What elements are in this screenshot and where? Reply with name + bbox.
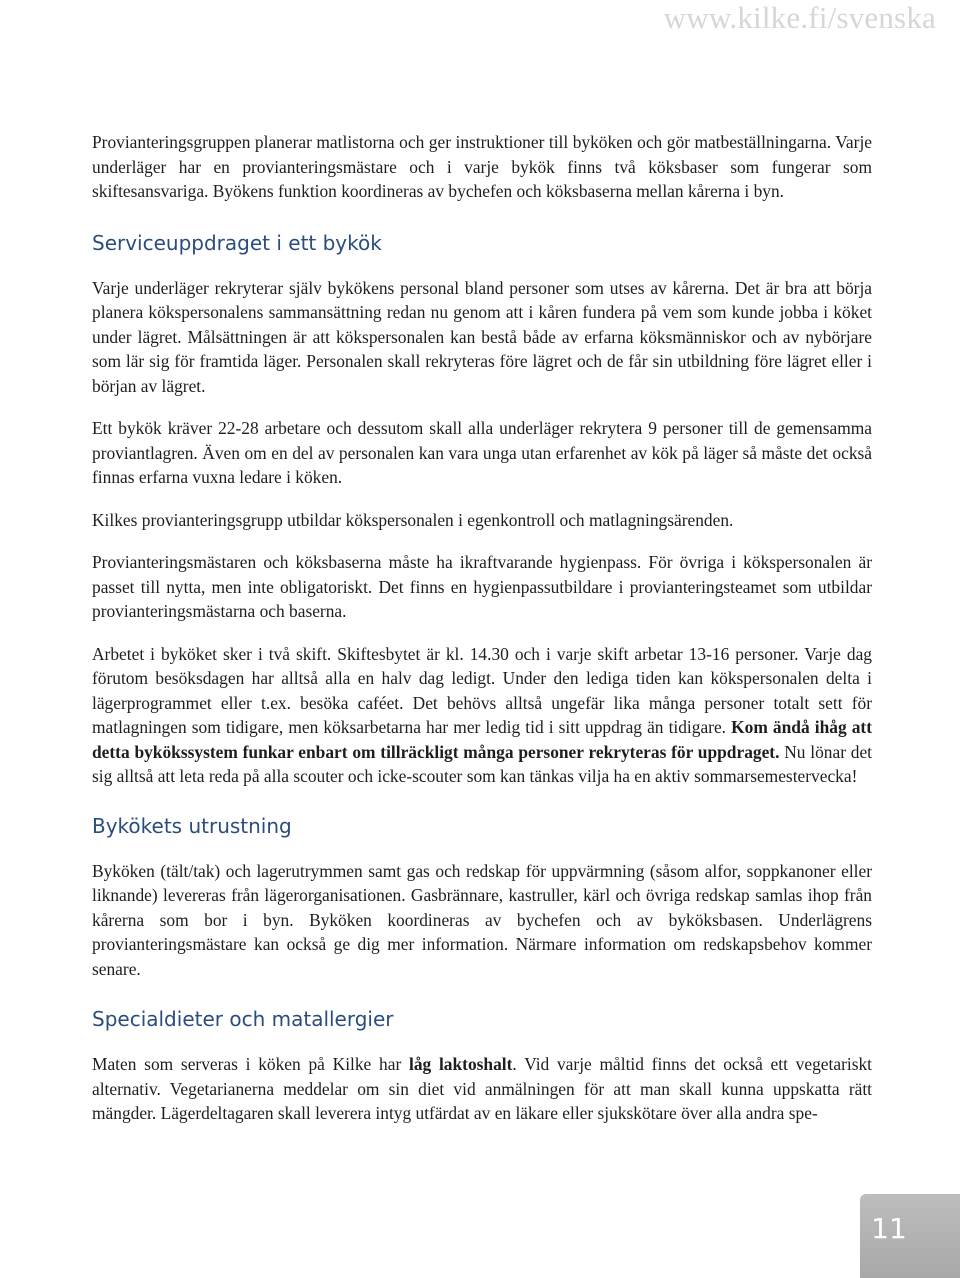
paragraph-arbetare: Ett bykök kräver 22-28 arbetare och dessutom skall alla underläger rekrytera 9 personer till de gemensamma proviantlagren. Även om en del av personalen kan vara unga utan erfarenhet av kök på läger så måste det också finnas erfarna vuxna ledare i köken. <box>92 418 872 487</box>
paragraph-skift-end: Nu lönar det sig alltså att leta reda på alla scouter och icke-scouter som kan tänkas vilja ha en aktiv sommarsemestervecka! <box>92 741 873 786</box>
paragraph-skift-bold: Kom ändå ihåg att detta bykökssystem funkar enbart om tillräckligt många personer rekryteras för uppdraget. <box>92 717 872 762</box>
page-number-box <box>860 1194 960 1278</box>
paragraph-skift-text: Arbetet i byköket sker i två skift. Skiftesbytet är kl. 14.30 och i varje skift arbetar 13-16 personer. Varje dag förutom besöksdagen har alltså alla en halv dag ledigt. Under den lediga tiden kan kökspersonalen delta i lägerprogrammet eller t.ex. besöka caféet. Det behövs alltså ungefär lika många personer totalt sett för matlagningen som tidigare, men köksarbetarna har mer ledig tid i sitt uppdrag än tidigare. <box>92 643 872 737</box>
document-body <box>92 130 872 1126</box>
heading-serviceuppdraget: Serviceuppdraget i ett bykök <box>92 230 382 255</box>
paragraph-rekrytering: Varje underläger rekryterar själv bykökens personal bland personer som utses av kårerna. Det är bra att börja planera kökspersonalens sammansättning redan nu genom att i kåren fundera på vem som kunde jobba i köket under lägret. Målsättningen är att kökspersonalen kan bestå både av erfarna köksmänniskor och av nybörjare som lär sig för framtida läger. Personalen skall rekryteras före lägret och de får sin utbildning före lägret eller i början av lägret. <box>92 277 872 396</box>
paragraph-specialdieter-end: . Vid varje måltid finns det också ett vegetariskt alternativ. Vegetarianerna meddelar om sin diet vid anmälningen för att man skall kunna uppskatta rätt mängder. Lägerdeltagaren skall leverera intyg utfärdat av en läkare eller sjukskötare över alla andra spe- <box>92 1054 872 1123</box>
paragraph-skift <box>92 642 872 789</box>
paragraph-provianteringsgruppen: Provianteringsgruppen planerar matlistorna och ger instruktioner till byköken och gör matbeställningarna. Varje underläger har en provianteringsmästare och i varje bykök finns två köksbaser som fungerar som skiftesansvariga. Byökens funktion koordineras av bychefen och köksbaserna mellan kårerna i byn. <box>92 132 872 201</box>
paragraph-hygienpass: Provianteringsmästaren och köksbaserna måste ha ikraftvarande hygienpass. För övriga i kökspersonalen är passet till nytta, men inte obligatoriskt. Det finns en hygienpassutbildare i provianteringsteamet som utbildar provianteringsmästarna och baserna. <box>92 552 872 621</box>
page-number: 11 <box>871 1212 907 1245</box>
header-url: www.kilke.fi/svenska <box>663 0 936 35</box>
paragraph-specialdieter-text: Maten som serveras i köken på Kilke har <box>92 1054 409 1074</box>
paragraph-specialdieter <box>92 1052 872 1126</box>
paragraph-specialdieter-bold: låg laktoshalt <box>408 1054 513 1074</box>
heading-utrustning: Bykökets utrustning <box>92 813 292 838</box>
paragraph-utrustning: Byköken (tält/tak) och lagerutrymmen samt gas och redskap för uppvärmning (såsom alfor, soppkanoner eller liknande) levereras från lägerorganisationen. Gasbrännare, kastruller, kärl och övriga redskap samlas ihop från kårerna som bor i byn. Byköken koordineras av bychefen och av byköksbasen. Underlägrens provianteringsmästare kan också ge dig mer information. Närmare information om redskapsbehov kommer senare. <box>92 860 872 979</box>
heading-specialdieter: Specialdieter och matallergier <box>92 1007 394 1031</box>
paragraph-utbildning: Kilkes provianteringsgrupp utbildar kökspersonalen i egenkontroll och matlagningsärenden. <box>92 509 734 530</box>
